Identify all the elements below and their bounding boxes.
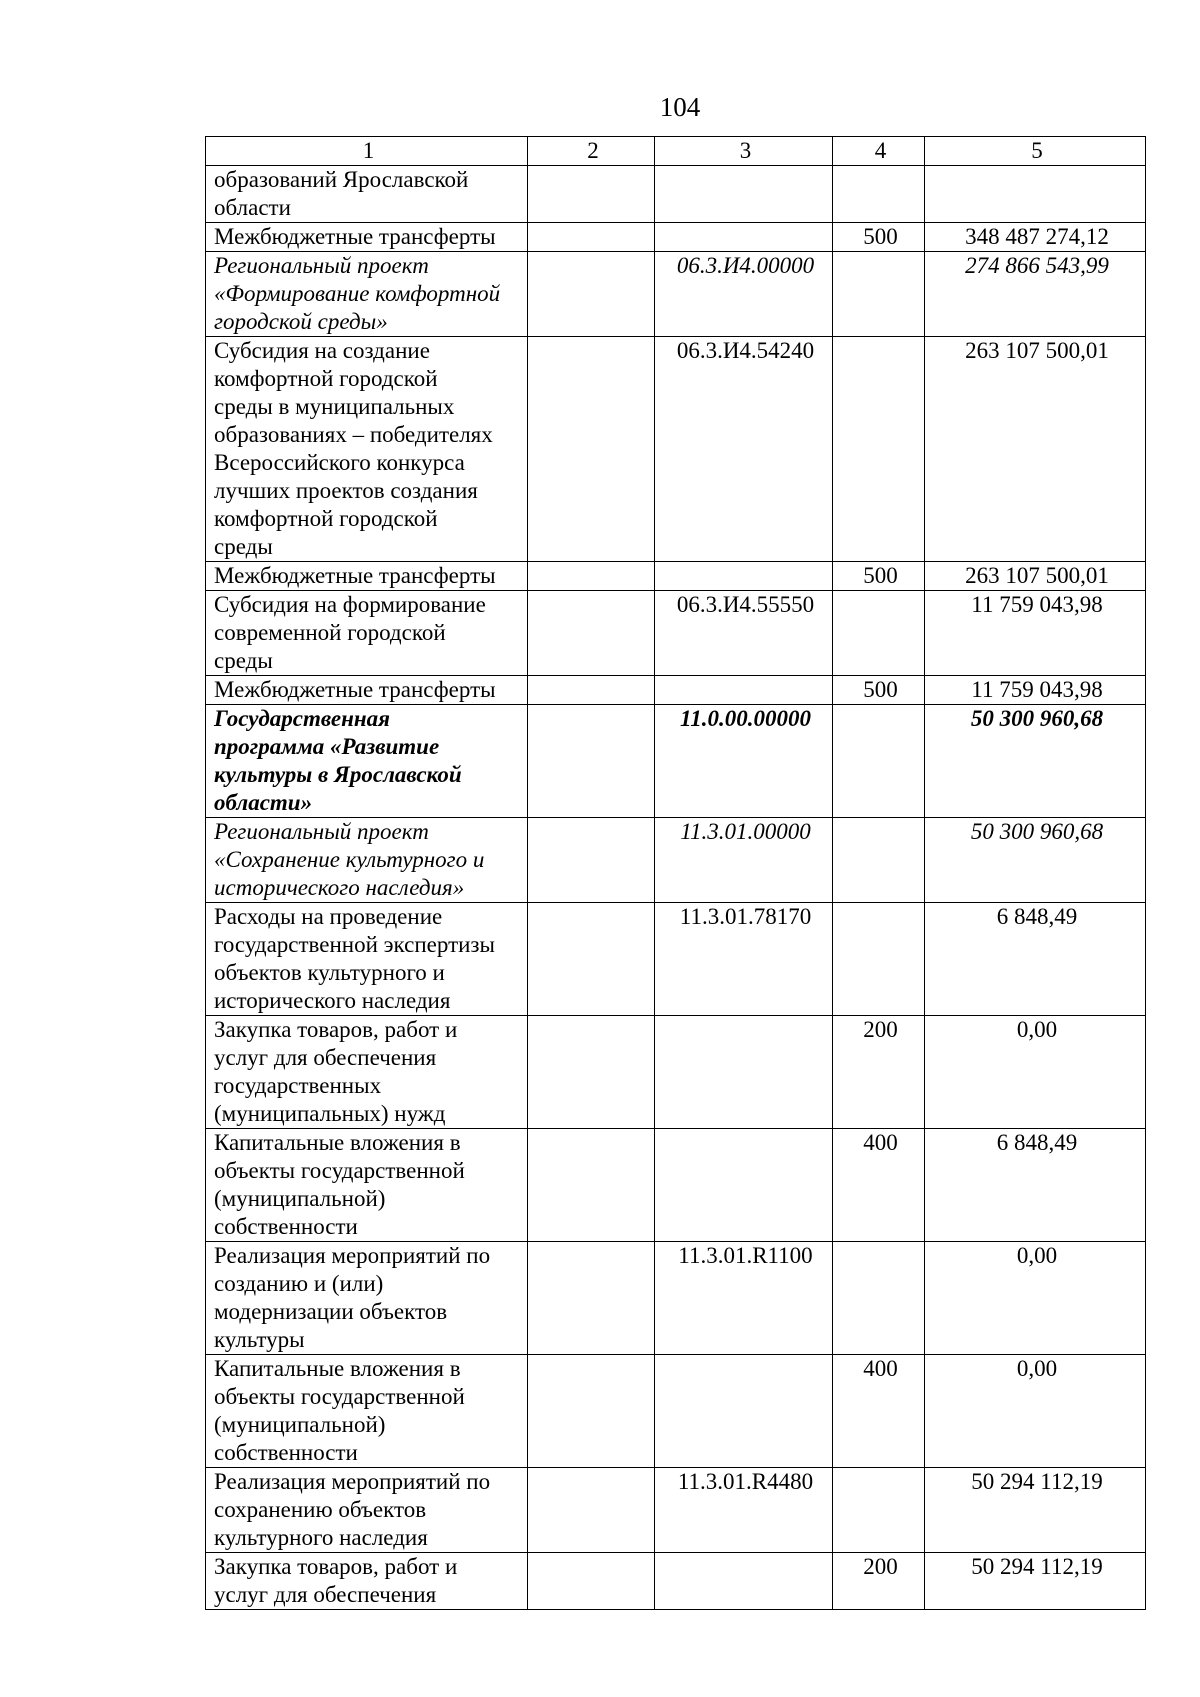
row-col2-cell	[528, 337, 655, 562]
row-type-cell	[833, 1242, 925, 1355]
row-amount-cell: 274 866 543,99	[925, 252, 1146, 337]
row-type-cell: 200	[833, 1553, 925, 1610]
row-name-cell: Реализация мероприятий по сохранению объектов культурного наследия	[206, 1468, 528, 1553]
row-name-cell: Региональный проект «Формирование комфортной городской среды»	[206, 252, 528, 337]
row-col2-cell	[528, 1242, 655, 1355]
row-amount-cell: 348 487 274,12	[925, 223, 1146, 252]
row-code-cell	[655, 1553, 833, 1610]
row-col2-cell	[528, 1355, 655, 1468]
row-amount-cell: 50 294 112,19	[925, 1553, 1146, 1610]
row-amount-cell: 263 107 500,01	[925, 337, 1146, 562]
row-col2-cell	[528, 1129, 655, 1242]
row-type-cell: 400	[833, 1129, 925, 1242]
row-type-cell: 500	[833, 562, 925, 591]
row-type-cell: 500	[833, 676, 925, 705]
budget-table	[205, 136, 1146, 1610]
row-amount-cell: 50 294 112,19	[925, 1468, 1146, 1553]
table-row	[206, 1355, 1146, 1468]
table-row	[206, 903, 1146, 1016]
row-name-cell: Государственная программа «Развитие культуры в Ярославской области»	[206, 705, 528, 818]
row-amount-cell: 0,00	[925, 1355, 1146, 1468]
row-code-cell: 11.0.00.00000	[655, 705, 833, 818]
row-type-cell: 200	[833, 1016, 925, 1129]
row-amount-cell	[925, 166, 1146, 223]
row-amount-cell: 50 300 960,68	[925, 818, 1146, 903]
column-header-1: 1	[206, 137, 528, 166]
row-amount-cell: 50 300 960,68	[925, 705, 1146, 818]
row-name-cell: Межбюджетные трансферты	[206, 676, 528, 705]
row-code-cell: 06.3.И4.55550	[655, 591, 833, 676]
row-code-cell	[655, 1355, 833, 1468]
row-code-cell	[655, 166, 833, 223]
row-col2-cell	[528, 223, 655, 252]
row-code-cell: 06.3.И4.00000	[655, 252, 833, 337]
column-header-5: 5	[925, 137, 1146, 166]
row-name-cell: Региональный проект «Сохранение культурного и исторического наследия»	[206, 818, 528, 903]
row-name-cell: Закупка товаров, работ и услуг для обеспечения	[206, 1553, 528, 1610]
row-code-cell	[655, 562, 833, 591]
row-code-cell: 11.3.01.R1100	[655, 1242, 833, 1355]
row-col2-cell	[528, 1016, 655, 1129]
row-type-cell	[833, 166, 925, 223]
row-name-cell: образований Ярославской области	[206, 166, 528, 223]
table-row	[206, 591, 1146, 676]
column-header-3: 3	[655, 137, 833, 166]
row-code-cell	[655, 676, 833, 705]
row-code-cell: 11.3.01.78170	[655, 903, 833, 1016]
row-amount-cell: 263 107 500,01	[925, 562, 1146, 591]
row-amount-cell: 11 759 043,98	[925, 591, 1146, 676]
row-col2-cell	[528, 903, 655, 1016]
row-name-cell: Расходы на проведение государственной экспертизы объектов культурного и исторического наследия	[206, 903, 528, 1016]
table-row	[206, 166, 1146, 223]
row-name-cell: Капитальные вложения в объекты государственной (муниципальной) собственности	[206, 1355, 528, 1468]
table-row	[206, 1553, 1146, 1610]
row-type-cell: 400	[833, 1355, 925, 1468]
row-name-cell: Межбюджетные трансферты	[206, 223, 528, 252]
row-col2-cell	[528, 562, 655, 591]
column-header-2: 2	[528, 137, 655, 166]
row-amount-cell: 11 759 043,98	[925, 676, 1146, 705]
row-col2-cell	[528, 591, 655, 676]
table-row	[206, 223, 1146, 252]
row-code-cell	[655, 1129, 833, 1242]
table-row	[206, 1016, 1146, 1129]
row-name-cell: Закупка товаров, работ и услуг для обеспечения государственных (муниципальных) нужд	[206, 1016, 528, 1129]
row-type-cell	[833, 818, 925, 903]
row-type-cell	[833, 591, 925, 676]
row-type-cell	[833, 1468, 925, 1553]
table-row	[206, 252, 1146, 337]
row-amount-cell: 0,00	[925, 1242, 1146, 1355]
table-row	[206, 705, 1146, 818]
row-name-cell: Субсидия на создание комфортной городской среды в муниципальных образованиях – победителях Всероссийского конкурса лучших проектов создания комфортной городской среды	[206, 337, 528, 562]
row-col2-cell	[528, 252, 655, 337]
row-code-cell: 11.3.01.00000	[655, 818, 833, 903]
row-amount-cell: 6 848,49	[925, 1129, 1146, 1242]
row-code-cell	[655, 223, 833, 252]
row-name-cell: Капитальные вложения в объекты государственной (муниципальной) собственности	[206, 1129, 528, 1242]
row-code-cell: 11.3.01.R4480	[655, 1468, 833, 1553]
table-row	[206, 337, 1146, 562]
table-row	[206, 1468, 1146, 1553]
row-type-cell	[833, 903, 925, 1016]
row-amount-cell: 6 848,49	[925, 903, 1146, 1016]
row-col2-cell	[528, 166, 655, 223]
table-row	[206, 562, 1146, 591]
table-header-row	[206, 137, 1146, 166]
row-amount-cell: 0,00	[925, 1016, 1146, 1129]
table-row	[206, 1242, 1146, 1355]
row-col2-cell	[528, 1468, 655, 1553]
row-name-cell: Реализация мероприятий по созданию и (или) модернизации объектов культуры	[206, 1242, 528, 1355]
row-name-cell: Субсидия на формирование современной городской среды	[206, 591, 528, 676]
row-type-cell	[833, 252, 925, 337]
column-header-4: 4	[833, 137, 925, 166]
row-code-cell: 06.3.И4.54240	[655, 337, 833, 562]
row-type-cell	[833, 337, 925, 562]
row-col2-cell	[528, 818, 655, 903]
table-row	[206, 1129, 1146, 1242]
row-type-cell: 500	[833, 223, 925, 252]
row-col2-cell	[528, 1553, 655, 1610]
table-row	[206, 676, 1146, 705]
row-name-cell: Межбюджетные трансферты	[206, 562, 528, 591]
row-col2-cell	[528, 676, 655, 705]
row-type-cell	[833, 705, 925, 818]
page-number: 104	[659, 92, 701, 122]
row-col2-cell	[528, 705, 655, 818]
table-row	[206, 818, 1146, 903]
row-code-cell	[655, 1016, 833, 1129]
